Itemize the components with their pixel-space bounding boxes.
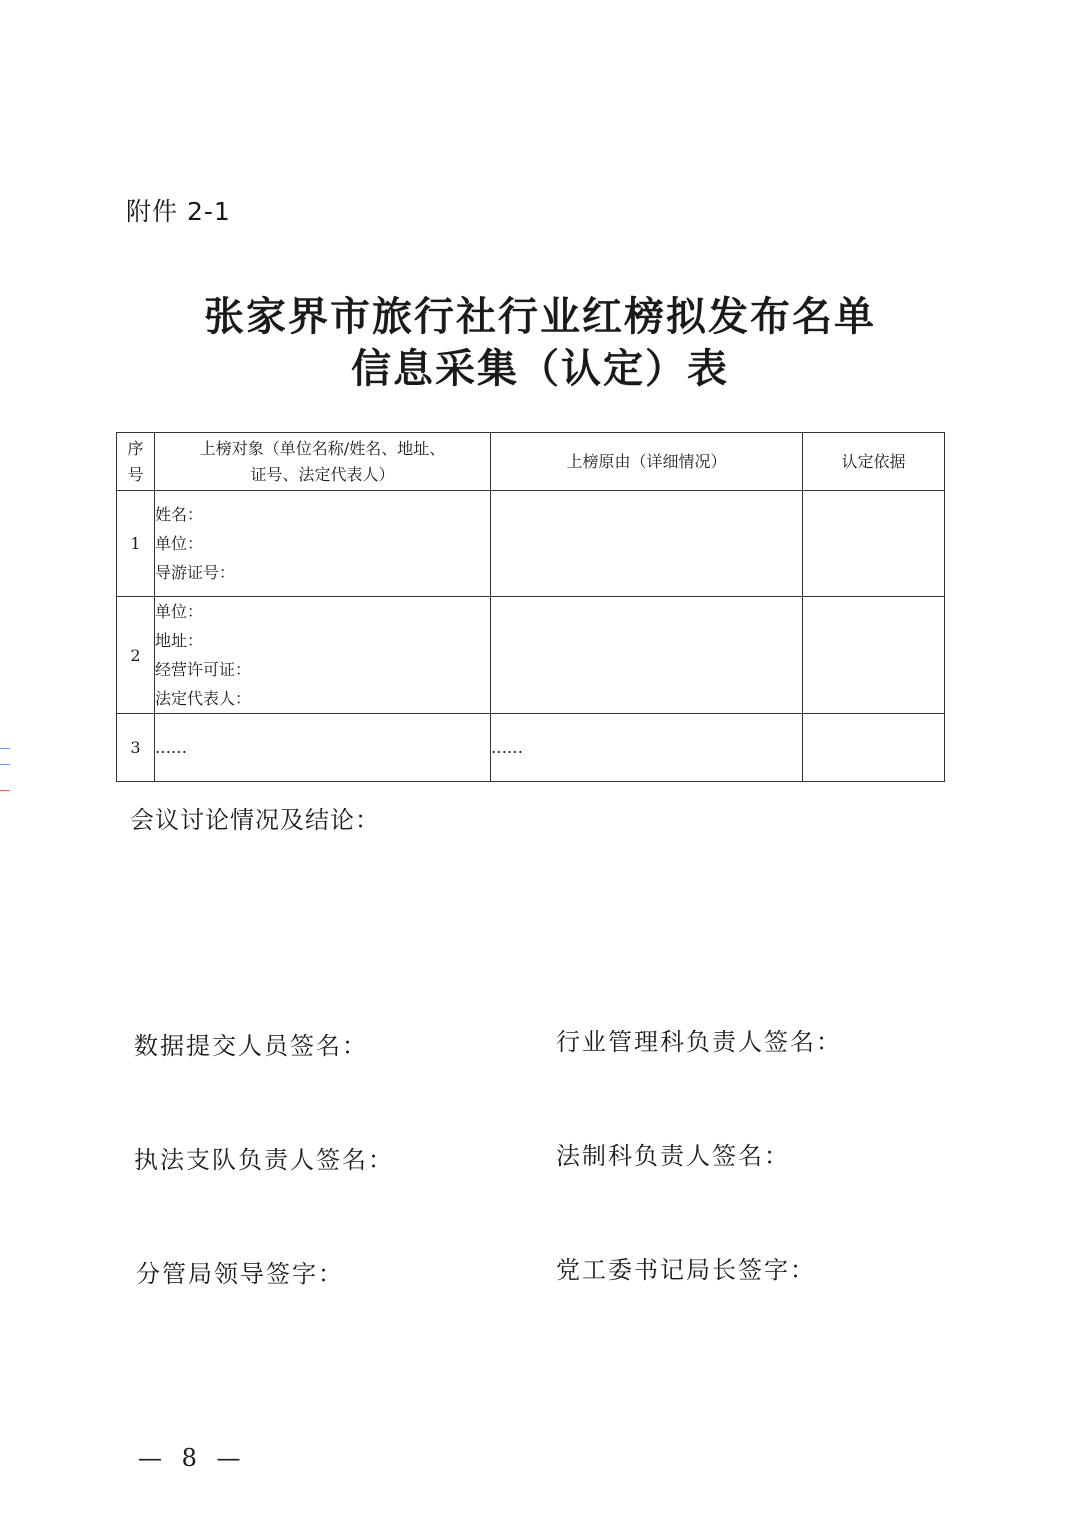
row-basis-cell[interactable] <box>803 597 945 714</box>
field-unit-label: 单位： <box>155 534 204 553</box>
row-basis-cell[interactable] <box>803 714 945 782</box>
row-number: 2 <box>117 597 155 714</box>
field-name-label: 姓名： <box>155 505 204 524</box>
scan-edge-mark <box>0 764 10 765</box>
row-object-cell[interactable]: …… <box>155 714 491 782</box>
page-number: — 8 — <box>138 1444 247 1472</box>
industry-mgmt-signature-label: 行业管理科负责人签名： <box>556 1028 842 1056</box>
scan-edge-mark <box>0 790 10 791</box>
header-basis: 认定依据 <box>803 433 945 491</box>
info-collection-table <box>116 432 945 782</box>
row-reason-cell[interactable]: …… <box>491 714 803 782</box>
row-basis-cell[interactable] <box>803 491 945 597</box>
party-secretary-signature-label: 党工委书记局长签字： <box>556 1256 816 1284</box>
row-reason-cell[interactable] <box>491 597 803 714</box>
table-row <box>117 714 945 782</box>
row-object-cell[interactable] <box>155 491 491 597</box>
table-row <box>117 491 945 597</box>
field-unit-label: 单位： <box>155 602 204 621</box>
meeting-conclusion-label: 会议讨论情况及结论： <box>130 806 380 834</box>
header-seq-line1: 序 <box>127 438 144 458</box>
attachment-label: 附件 2-1 <box>126 197 231 226</box>
header-object <box>155 433 491 491</box>
table-header-row <box>117 433 945 491</box>
row-number: 1 <box>117 491 155 597</box>
field-guide-license-label: 导游证号： <box>155 563 236 582</box>
header-object-line1: 上榜对象（单位名称/姓名、地址、 <box>199 438 446 458</box>
header-seq-line2: 号 <box>127 464 144 484</box>
field-legal-rep-label: 法定代表人： <box>155 689 252 708</box>
table-row <box>117 597 945 714</box>
legal-dept-signature-label: 法制科负责人签名： <box>556 1142 790 1170</box>
header-reason: 上榜原由（详细情况） <box>491 433 803 491</box>
document-title-line2: 信息采集（认定）表 <box>351 345 729 392</box>
data-submitter-signature-label: 数据提交人员签名： <box>134 1032 368 1060</box>
row-object-cell[interactable] <box>155 597 491 714</box>
row-reason-cell[interactable] <box>491 491 803 597</box>
document-title-line1: 张家界市旅行社行业红榜拟发布名单 <box>204 293 876 340</box>
scan-edge-mark <box>0 748 10 749</box>
leader-in-charge-signature-label: 分管局领导签字： <box>136 1260 344 1288</box>
field-address-label: 地址： <box>155 631 204 650</box>
enforcement-signature-label: 执法支队负责人签名： <box>134 1146 394 1174</box>
header-object-line2: 证号、法定代表人） <box>250 464 395 484</box>
row-number: 3 <box>117 714 155 782</box>
field-business-license-label: 经营许可证： <box>155 660 252 679</box>
header-seq <box>117 433 155 491</box>
